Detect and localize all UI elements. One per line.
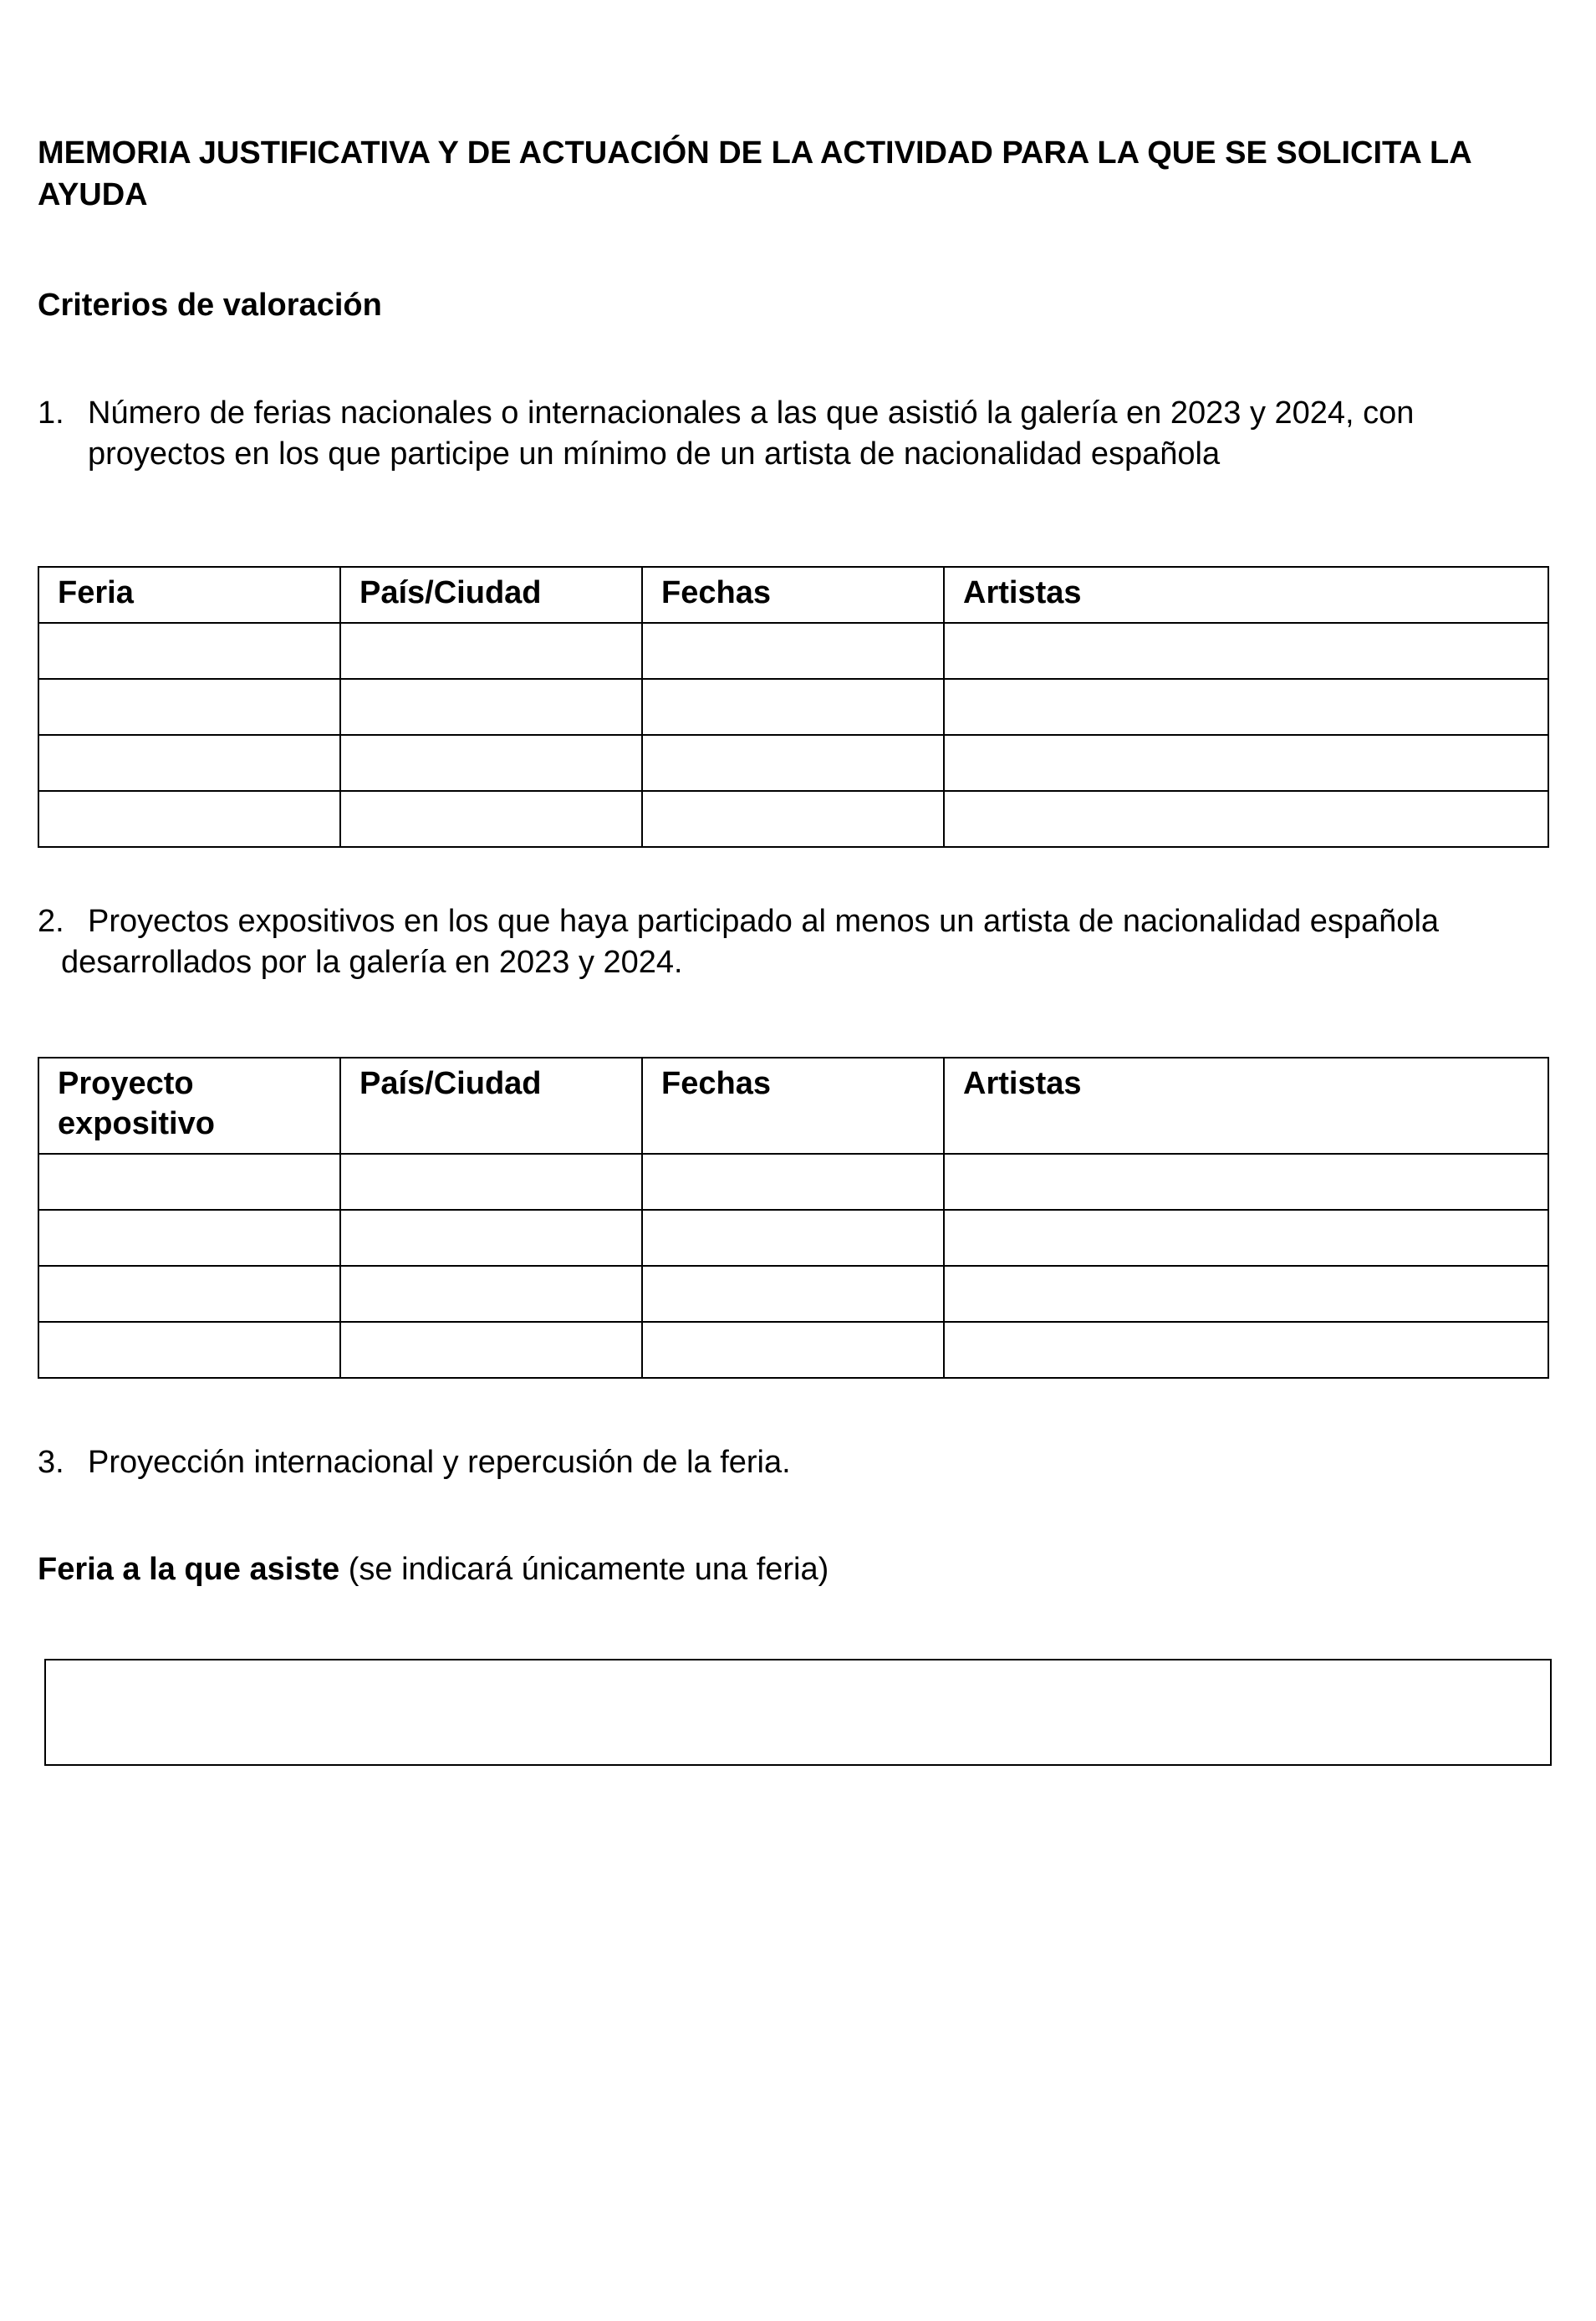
table-cell[interactable]: [944, 1154, 1548, 1210]
table-cell[interactable]: [944, 679, 1548, 735]
table-cell[interactable]: [642, 1322, 944, 1378]
table-cell[interactable]: [38, 791, 340, 847]
table-cell[interactable]: [642, 791, 944, 847]
table-cell[interactable]: [340, 1154, 642, 1210]
table-row: [38, 1154, 1548, 1210]
table-cell[interactable]: [944, 1322, 1548, 1378]
criterion-3-number: 3.: [38, 1445, 64, 1480]
criterion-2-number: 2.: [38, 904, 64, 939]
table-row: [38, 679, 1548, 735]
header-artistas: Artistas: [944, 567, 1548, 623]
table-cell[interactable]: [944, 1210, 1548, 1266]
table-cell[interactable]: [38, 1210, 340, 1266]
criterion-1-text-line1: Número de ferias nacionales o internacionales a las que asistió la galería en 2023 y 2024, con: [88, 395, 1415, 431]
table-cell[interactable]: [340, 791, 642, 847]
table-cell[interactable]: [642, 1210, 944, 1266]
table-row: [38, 623, 1548, 679]
header-artistas: Artistas: [944, 1058, 1548, 1154]
table-cell[interactable]: [38, 1266, 340, 1322]
table-cell[interactable]: [340, 735, 642, 791]
table-cell[interactable]: [38, 679, 340, 735]
table-cell[interactable]: [340, 1210, 642, 1266]
criterion-2-text-line2: desarrollados por la galería en 2023 y 2024.: [61, 945, 683, 980]
header-pais-ciudad: País/Ciudad: [340, 567, 642, 623]
table-cell[interactable]: [944, 735, 1548, 791]
criterion-1-number: 1.: [38, 395, 64, 431]
document-title: MEMORIA JUSTIFICATIVA Y DE ACTUACIÓN DE LA ACTIVIDAD PARA LA QUE SE SOLICITA LA AYUDA: [38, 135, 1471, 212]
table-cell[interactable]: [642, 1154, 944, 1210]
table-header-row: [38, 1058, 1548, 1154]
criterion-1-text-line2: proyectos en los que participe un mínimo de un artista de nacionalidad española: [88, 436, 1221, 472]
feria-label-bold: Feria a la que asiste: [38, 1552, 340, 1587]
criterion-2-text-line1: Proyectos expositivos en los que haya participado al menos un artista de nacionalidad española: [88, 904, 1440, 939]
header-fechas: Fechas: [642, 1058, 944, 1154]
ferias-table: [38, 566, 1549, 848]
table-row: [38, 1266, 1548, 1322]
table-cell[interactable]: [642, 1266, 944, 1322]
table-row: [38, 1322, 1548, 1378]
criterion-3-text-line1: Proyección internacional y repercusión de la feria.: [88, 1445, 791, 1480]
header-feria: Feria: [38, 567, 340, 623]
table-cell[interactable]: [340, 1322, 642, 1378]
criterion-1: [38, 393, 1568, 477]
table-cell[interactable]: [642, 623, 944, 679]
header-pais-ciudad: País/Ciudad: [340, 1058, 642, 1154]
feria-label-note: (se indicará únicamente una feria): [348, 1552, 829, 1587]
table-cell[interactable]: [642, 679, 944, 735]
table-cell[interactable]: [944, 623, 1548, 679]
table-cell[interactable]: [38, 735, 340, 791]
table-cell[interactable]: [340, 623, 642, 679]
table-row: [38, 735, 1548, 791]
feria-answer-box[interactable]: [44, 1659, 1552, 1766]
section-heading-criterios: Criterios de valoración: [38, 288, 382, 323]
feria-label: [38, 1548, 829, 1590]
table-cell[interactable]: [944, 791, 1548, 847]
proyectos-table: [38, 1057, 1549, 1379]
table-cell[interactable]: [38, 623, 340, 679]
table-row: [38, 1210, 1548, 1266]
header-proyecto-expositivo: Proyecto expositivo: [38, 1058, 340, 1154]
table-cell[interactable]: [38, 1154, 340, 1210]
table-cell[interactable]: [340, 679, 642, 735]
header-fechas: Fechas: [642, 567, 944, 623]
table-header-row: [38, 567, 1548, 623]
table-row: [38, 791, 1548, 847]
criterion-2: [38, 901, 1568, 985]
table-cell[interactable]: [38, 1322, 340, 1378]
table-cell[interactable]: [340, 1266, 642, 1322]
table-cell[interactable]: [642, 735, 944, 791]
table-cell[interactable]: [944, 1266, 1548, 1322]
criterion-3: [38, 1442, 1568, 1484]
